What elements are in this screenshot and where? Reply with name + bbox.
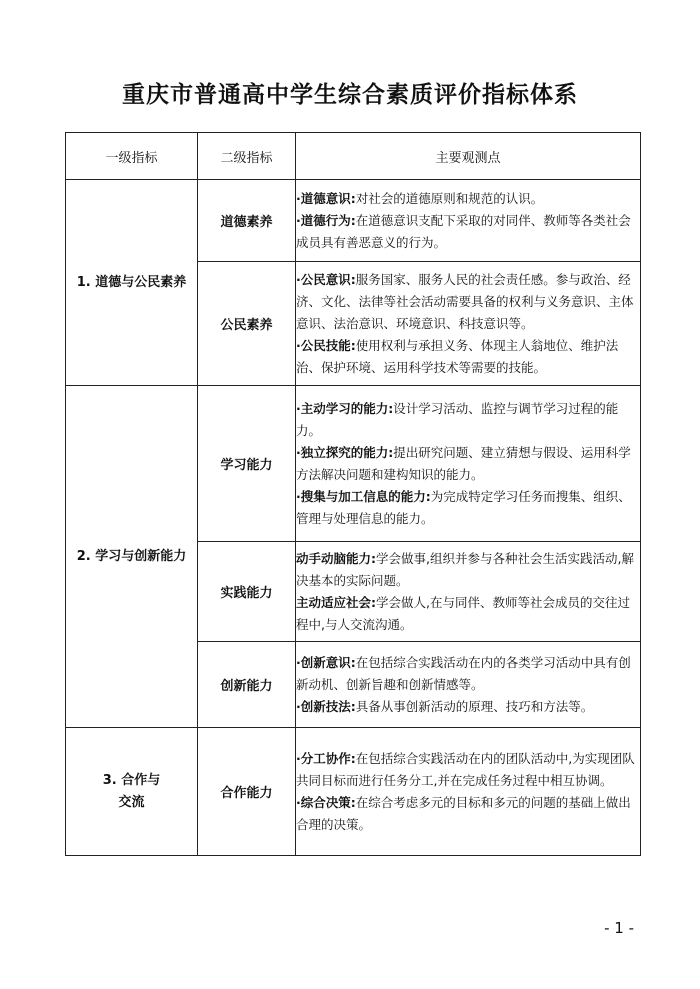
point-term: ·创新技法:	[296, 698, 356, 714]
level1-cell: 1. 道德与公民素养	[66, 180, 198, 386]
level1-line: 3. 合作与	[102, 772, 161, 788]
point-text: 为完成特定学习任务而搜集、组织、管理与处理信息的能力。	[296, 488, 631, 526]
level2-cell: 合作能力	[198, 728, 296, 856]
observation-point	[296, 188, 640, 210]
point-text: 在包括综合实践活动在内的团队活动中,为实现团队共同目标而进行任务分工,并在完成任务过程中相互协调。	[296, 750, 635, 788]
observation-cell	[296, 728, 641, 856]
table-row	[66, 728, 641, 856]
point-text: 在道德意识支配下采取的对同伴、教师等各类社会成员具有善恶意义的行为。	[296, 212, 631, 250]
table-header-row	[66, 133, 641, 180]
header-level1: 一级指标	[66, 133, 198, 180]
observation-cell	[296, 642, 641, 728]
header-observation: 主要观测点	[296, 133, 641, 180]
page-title: 重庆市普通高中学生综合素质评价指标体系	[122, 82, 578, 108]
level1-line: 交流	[118, 794, 145, 810]
level2-cell: 公民素养	[198, 262, 296, 386]
observation-point	[296, 548, 640, 592]
point-text: 提出研究问题、建立猜想与假设、运用科学方法解决问题和建构知识的能力。	[296, 444, 631, 482]
observation-point	[296, 652, 640, 696]
point-term: ·独立探究的能力:	[296, 444, 394, 460]
point-text: 对社会的道德原则和规范的认识。	[355, 190, 544, 206]
point-term: ·创新意识:	[296, 654, 356, 670]
point-text: 具备从事创新活动的原理、技巧和方法等。	[355, 698, 594, 714]
point-term: ·道德意识:	[296, 190, 356, 206]
observation-point	[296, 792, 640, 836]
point-term: ·综合决策:	[296, 794, 356, 810]
point-term: ·分工协作:	[296, 750, 356, 766]
indicator-table	[65, 132, 641, 856]
observation-point	[296, 748, 640, 792]
observation-point	[296, 592, 640, 636]
point-text: 在综合考虑多元的目标和多元的问题的基础上做出合理的决策。	[296, 794, 631, 832]
level1-cell: 2. 学习与创新能力	[66, 386, 198, 728]
point-text: 学会做事,组织并参与各种社会生活实践活动,解决基本的实际问题。	[296, 550, 634, 588]
observation-point	[296, 442, 640, 486]
level2-cell: 道德素养	[198, 180, 296, 262]
observation-point	[296, 398, 640, 442]
table-row	[66, 180, 641, 262]
level2-cell: 创新能力	[198, 642, 296, 728]
point-term: ·搜集与加工信息的能力:	[296, 488, 431, 504]
point-term: ·公民意识:	[296, 271, 356, 287]
level1-cell	[66, 728, 198, 856]
point-term: 主动适应社会:	[296, 594, 376, 610]
observation-point	[296, 269, 640, 335]
observation-cell	[296, 180, 641, 262]
level2-cell: 学习能力	[198, 386, 296, 542]
point-term: 动手动脑能力:	[296, 550, 376, 566]
page-number: - 1 -	[604, 919, 634, 937]
observation-point	[296, 210, 640, 254]
observation-point	[296, 486, 640, 530]
header-level2: 二级指标	[198, 133, 296, 180]
observation-cell	[296, 386, 641, 542]
observation-cell	[296, 542, 641, 642]
observation-point	[296, 335, 640, 379]
level2-cell: 实践能力	[198, 542, 296, 642]
point-term: ·道德行为:	[296, 212, 356, 228]
point-term: ·公民技能:	[296, 337, 356, 353]
point-text: 在包括综合实践活动在内的各类学习活动中具有创新动机、创新旨趣和创新情感等。	[296, 654, 631, 692]
table-row	[66, 386, 641, 542]
point-term: ·主动学习的能力:	[296, 400, 394, 416]
point-text: 使用权利与承担义务、体现主人翁地位、维护法治、保护环境、运用科学技术等需要的技能。	[296, 337, 619, 375]
point-text: 学会做人,在与同伴、教师等社会成员的交往过程中,与人交流沟通。	[296, 594, 630, 632]
observation-cell	[296, 262, 641, 386]
observation-point	[296, 696, 640, 718]
point-text: 设计学习活动、监控与调节学习过程的能力。	[296, 400, 619, 438]
point-text: 服务国家、服务人民的社会责任感。参与政治、经济、文化、法律等社会活动需要具备的权利与义务意识、主体意识、法治意识、环境意识、科技意识等。	[296, 271, 634, 331]
